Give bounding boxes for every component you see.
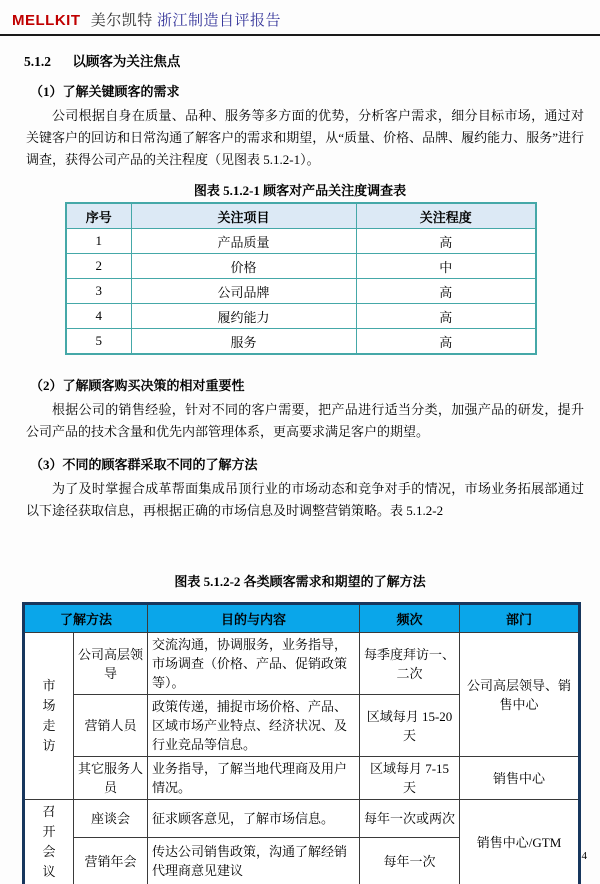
table-row — [66, 279, 536, 304]
table2-header-cell: 频次 — [360, 604, 460, 633]
role-cell: 公司高层领导 — [74, 633, 148, 695]
table1-cell: 1 — [66, 229, 131, 254]
frequency-cell: 每年一次 — [360, 837, 460, 884]
table-row — [24, 633, 580, 695]
method-group-cell — [24, 633, 74, 800]
department-cell: 销售中心 — [460, 757, 580, 800]
content-cell: 征求顾客意见，了解市场信息。 — [148, 800, 360, 838]
table1-cell: 高 — [356, 229, 536, 254]
table1-cell: 服务 — [131, 329, 356, 355]
report-header — [0, 0, 600, 36]
table1-cell: 2 — [66, 254, 131, 279]
table2-header-cell: 目的与内容 — [148, 604, 360, 633]
table1-cell: 3 — [66, 279, 131, 304]
table1-header-cell: 关注项目 — [131, 203, 356, 229]
vertical-group-label: 市场走访 — [42, 677, 56, 754]
table-product-attention — [65, 202, 537, 355]
content-cell: 业务指导，了解当地代理商及用户情况。 — [148, 757, 360, 800]
table1-cell: 价格 — [131, 254, 356, 279]
frequency-cell: 区域每月 7-15 天 — [360, 757, 460, 800]
subsection-1-paragraph: 公司根据自身在质量、品种、服务等多方面的优势，分析客户需求，细分目标市场，通过对关键客户的回访和日常沟通了解客户的需求和期望，从“质量、价格、品牌、履约能力、服务”进行调查，获得公司产品的关注程度（见图表 5.1.2-1）。 — [26, 108, 584, 167]
content-cell: 交流沟通，协调服务，业务指导，市场调查（价格、产品、促销政策等）。 — [148, 633, 360, 695]
role-cell: 营销人员 — [74, 695, 148, 757]
table-row — [66, 329, 536, 355]
table2-header-cell: 了解方法 — [24, 604, 148, 633]
role-cell: 座谈会 — [74, 800, 148, 838]
table-row — [24, 757, 580, 800]
section-title: 以顾客为关注焦点 — [72, 54, 181, 69]
frequency-cell: 每年一次或两次 — [360, 800, 460, 838]
table-row — [66, 304, 536, 329]
department-cell: 公司高层领导、销售中心 — [460, 633, 580, 757]
table-row — [66, 229, 536, 254]
table1-cell: 高 — [356, 304, 536, 329]
department-cell: 销售中心/GTM — [460, 800, 580, 884]
table1-cell: 4 — [66, 304, 131, 329]
table2-title: 图表 5.1.2-2 各类顾客需求和期望的了解方法 — [174, 574, 426, 589]
table-row — [24, 800, 580, 838]
table-row — [66, 254, 536, 279]
brand-logo-text: MELLKIT — [12, 12, 81, 29]
section-number: 5.1.2 — [24, 54, 51, 69]
table1-cell: 产品质量 — [131, 229, 356, 254]
table1-header-row — [66, 203, 536, 229]
table1-cell: 5 — [66, 329, 131, 355]
report-title: 浙江制造自评报告 — [157, 13, 282, 29]
subsection-3-heading: （3）不同的顾客群采取不同的了解方法 — [30, 457, 258, 472]
subsection-2-heading: （2）了解顾客购买决策的相对重要性 — [30, 378, 245, 393]
table2-header-row — [24, 604, 580, 633]
table1-cell: 中 — [356, 254, 536, 279]
table1-cell: 高 — [356, 279, 536, 304]
section-heading — [24, 50, 600, 70]
content-cell: 政策传递，捕捉市场价格、产品、区域市场产业特点、经济状况、及行业竞品等信息。 — [148, 695, 360, 757]
content-cell: 传达公司销售政策，沟通了解经销代理商意见建议 — [148, 837, 360, 884]
table1-title: 图表 5.1.2-1 顾客对产品关注度调查表 — [193, 183, 407, 198]
role-cell: 其它服务人员 — [74, 757, 148, 800]
table-customer-understanding-methods — [22, 602, 581, 884]
company-name: 美尔凯特 — [90, 13, 153, 29]
subsection-1-heading: （1）了解关键顾客的需求 — [30, 84, 180, 99]
subsection-2-paragraph: 根据公司的销售经验，针对不同的客户需要，把产品进行适当分类，加强产品的研发，提升公司产品的技术含量和优先内部管理体系，更高要求满足客户的期望。 — [26, 402, 584, 439]
frequency-cell: 区域每月 15-20 天 — [360, 695, 460, 757]
frequency-cell: 每季度拜访一、二次 — [360, 633, 460, 695]
table1-cell: 公司品牌 — [131, 279, 356, 304]
table1-header-cell: 序号 — [66, 203, 131, 229]
subsection-3-paragraph: 为了及时掌握合成革帮面集成吊顶行业的市场动态和竞争对手的情况，市场业务拓展部通过以下途径获取信息，再根据正确的市场信息及时调整营销策略。表 5.1.2-2 — [26, 481, 584, 518]
table1-cell: 高 — [356, 329, 536, 355]
page-number: 4 — [581, 850, 587, 862]
table1-cell: 履约能力 — [131, 304, 356, 329]
table1-header-cell: 关注程度 — [356, 203, 536, 229]
table2-header-cell: 部门 — [460, 604, 580, 633]
role-cell: 营销年会 — [74, 837, 148, 884]
method-group-cell — [24, 800, 74, 884]
vertical-group-label: 召开会议 — [42, 804, 56, 880]
